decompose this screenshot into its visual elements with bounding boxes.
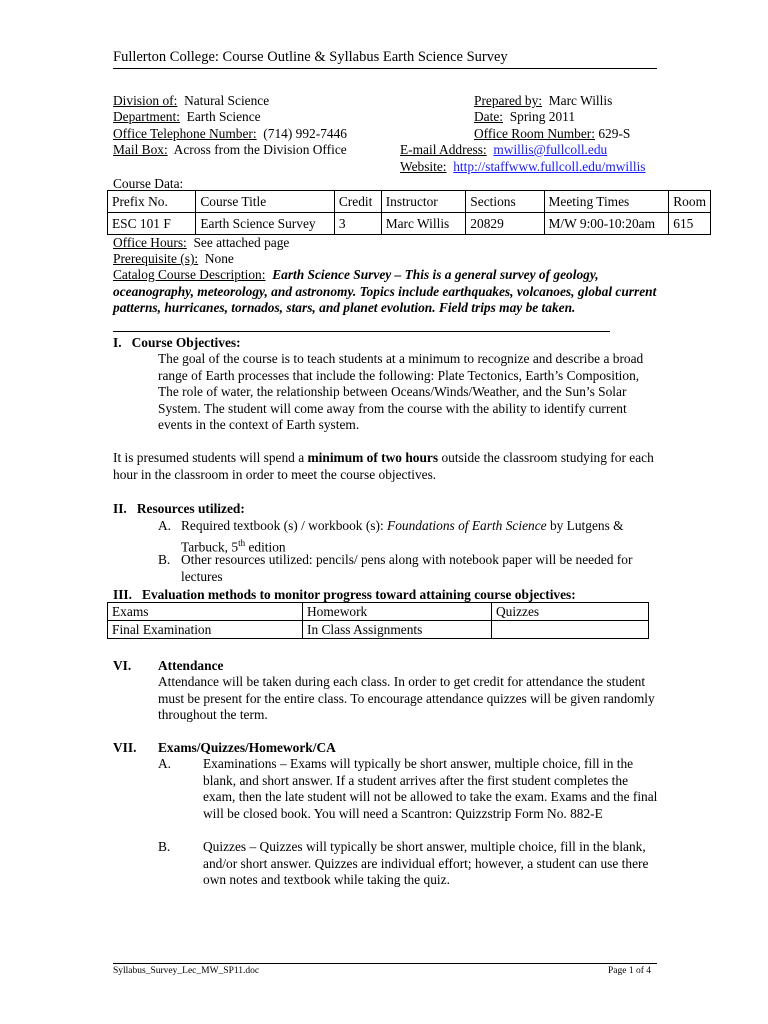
table-header-cell: Meeting Times (544, 191, 669, 213)
section-6-body: Attendance will be taken during each class. In order to get credit for attendance the student must be present for the entire class. To encourage attendance quizzes will be given randomly throughout the term. (158, 674, 655, 723)
office-room-label: Office Room Number: (474, 126, 595, 141)
phone-line (113, 126, 347, 142)
section-6-title: Attendance (158, 658, 224, 673)
section-2-b-text: Other resources utilized: pencils/ pens along with notebook paper will be needed for lectures (181, 552, 633, 584)
section-7-a-marker: A. (158, 756, 172, 771)
table-cell: 615 (669, 213, 711, 235)
section-7-title: Exams/Quizzes/Homework/CA (158, 740, 336, 755)
section-1-heading (113, 335, 241, 351)
section-3-number: III. (113, 587, 132, 602)
footer-filename: Syllabus_Survey_Lec_MW_SP11.doc (113, 966, 260, 976)
evaluation-table (107, 602, 649, 639)
email-link[interactable]: mwillis@fullcoll.edu (493, 142, 608, 157)
division-label: Division of: (113, 93, 178, 108)
table-row (108, 603, 649, 621)
textbook-end: edition (245, 539, 286, 555)
table-cell: M/W 9:00-10:20am (544, 213, 669, 235)
footer-page-number: Page 1 of 4 (608, 966, 652, 976)
section-1-number: I. (113, 335, 122, 350)
mailbox-value: Across from the Division Office (173, 142, 347, 157)
table-cell: Quizzes (492, 603, 649, 621)
division-value: Natural Science (184, 93, 270, 108)
section-1-title: Course Objectives: (131, 335, 241, 350)
section-2-b-marker: B. (158, 552, 171, 567)
presumption-bold: minimum of two hours (307, 450, 439, 465)
office-hours-label: Office Hours: (113, 235, 187, 250)
prerequisite-line (113, 251, 234, 267)
table-cell: Earth Science Survey (196, 213, 335, 235)
phone-label: Office Telephone Number: (113, 126, 257, 141)
table-cell: Homework (303, 603, 492, 621)
presumption-post: outside the classroom studying for each hour in the classroom in order to meet the course objectives. (113, 450, 654, 482)
phone-value: (714) 992-7446 (263, 126, 347, 141)
table-cell: ESC 101 F (108, 213, 196, 235)
catalog-label: Catalog Course Description: (113, 267, 266, 282)
section-7-b-marker: B. (158, 839, 171, 854)
presumption-pre: It is presumed students will spend a (113, 450, 308, 465)
table-cell: 3 (334, 213, 381, 235)
department-value: Earth Science (186, 109, 261, 124)
table-header-cell: Credit (334, 191, 381, 213)
footer-rule (113, 963, 657, 964)
table-cell (492, 621, 649, 639)
course-data-label: Course Data: (113, 176, 184, 191)
section-1-presumption (113, 450, 658, 483)
prerequisite-label: Prerequisite (s): (113, 251, 199, 266)
section-divider (113, 331, 610, 332)
table-header-cell: Room (669, 191, 711, 213)
catalog-description (113, 267, 658, 317)
office-room-line (474, 126, 630, 142)
email-label: E-mail Address: (400, 142, 487, 157)
email-line (400, 142, 607, 158)
prepared-line (474, 93, 612, 109)
textbook-pre: Required textbook (s) / workbook (s): (181, 518, 388, 533)
website-link[interactable]: http://staffwww.fullcoll.edu/mwillis (453, 159, 646, 174)
table-header-cell: Prefix No. (108, 191, 196, 213)
section-2-a-text (181, 518, 658, 556)
table-cell: 20829 (466, 213, 544, 235)
section-2-title: Resources utilized: (136, 501, 245, 516)
table-cell: Exams (108, 603, 303, 621)
prerequisite-value: None (204, 251, 234, 266)
date-value: Spring 2011 (509, 109, 576, 124)
table-header-cell: Course Title (196, 191, 335, 213)
textbook-title: Foundations of Earth Science (387, 518, 547, 533)
division-line (113, 93, 269, 109)
section-7-a-text: Examinations – Exams will typically be short answer, multiple choice, fill in the blank, and short answer. If a student arrives after the first student completes the exam, then the late student will not be allowed to take the exam. Exams and the final will be closed book. You will need a Scantron: Quizzstrip Form No. 882-E (203, 756, 658, 821)
course-data-table (107, 190, 711, 235)
office-hours-value: See attached page (193, 235, 290, 250)
textbook-sup: th (238, 537, 246, 548)
table-cell: Marc Willis (381, 213, 466, 235)
table-cell: In Class Assignments (303, 621, 492, 639)
date-label: Date: (474, 109, 503, 124)
prepared-label: Prepared by: (474, 93, 543, 108)
table-row (108, 621, 649, 639)
section-2-number: II. (113, 501, 127, 516)
section-3-title: Evaluation methods to monitor progress toward attaining course objectives: (142, 587, 576, 602)
section-7-number: VII. (113, 740, 137, 755)
section-2-heading (113, 501, 245, 517)
website-line (400, 159, 646, 175)
catalog-text: Earth Science Survey – This is a general survey of geology, oceanography, meteorology, and astronomy. Topics include earthquakes, volcanoes, global current patterns, hurricanes, tornados, stars, and planet evolution. Field trips may be taken. (113, 267, 657, 316)
table-header-cell: Sections (466, 191, 544, 213)
section-1-body: The goal of the course is to teach students at a minimum to recognize and describe a broad range of Earth processes that include the following: Plate Tectonics, Earth’s Composition, The role of water, the relationship between Oceans/Winds/Weather, and the Sun’s Solar System. The student will come away from the course with the ability to identify current events in the context of Earth system. (158, 351, 644, 433)
mailbox-line (113, 142, 347, 158)
office-room-value: 629-S (598, 126, 631, 141)
textbook-post: by Lutgens & Tarbuck, 5 (181, 518, 624, 555)
department-line (113, 109, 261, 125)
section-6-number: VI. (113, 658, 132, 673)
website-label: Website: (400, 159, 447, 174)
mailbox-label: Mail Box: (113, 142, 168, 157)
section-7-b-text: Quizzes – Quizzes will typically be short answer, multiple choice, fill in the blank, and/or short answer. Quizzes are individual effort; however, a student can use there own notes and textbook while taking the quiz. (203, 839, 649, 888)
table-header-row (108, 191, 711, 213)
header-rule (113, 68, 657, 69)
date-line (474, 109, 575, 125)
prepared-value: Marc Willis (548, 93, 613, 108)
section-3-heading (113, 587, 576, 603)
table-header-cell: Instructor (381, 191, 466, 213)
page-header-title: Fullerton College: Course Outline & Syllabus Earth Science Survey (113, 49, 508, 65)
table-row (108, 213, 711, 235)
table-cell: Final Examination (108, 621, 303, 639)
office-hours-line (113, 235, 289, 251)
department-label: Department: (113, 109, 180, 124)
section-2-a-marker: A. (158, 518, 172, 533)
